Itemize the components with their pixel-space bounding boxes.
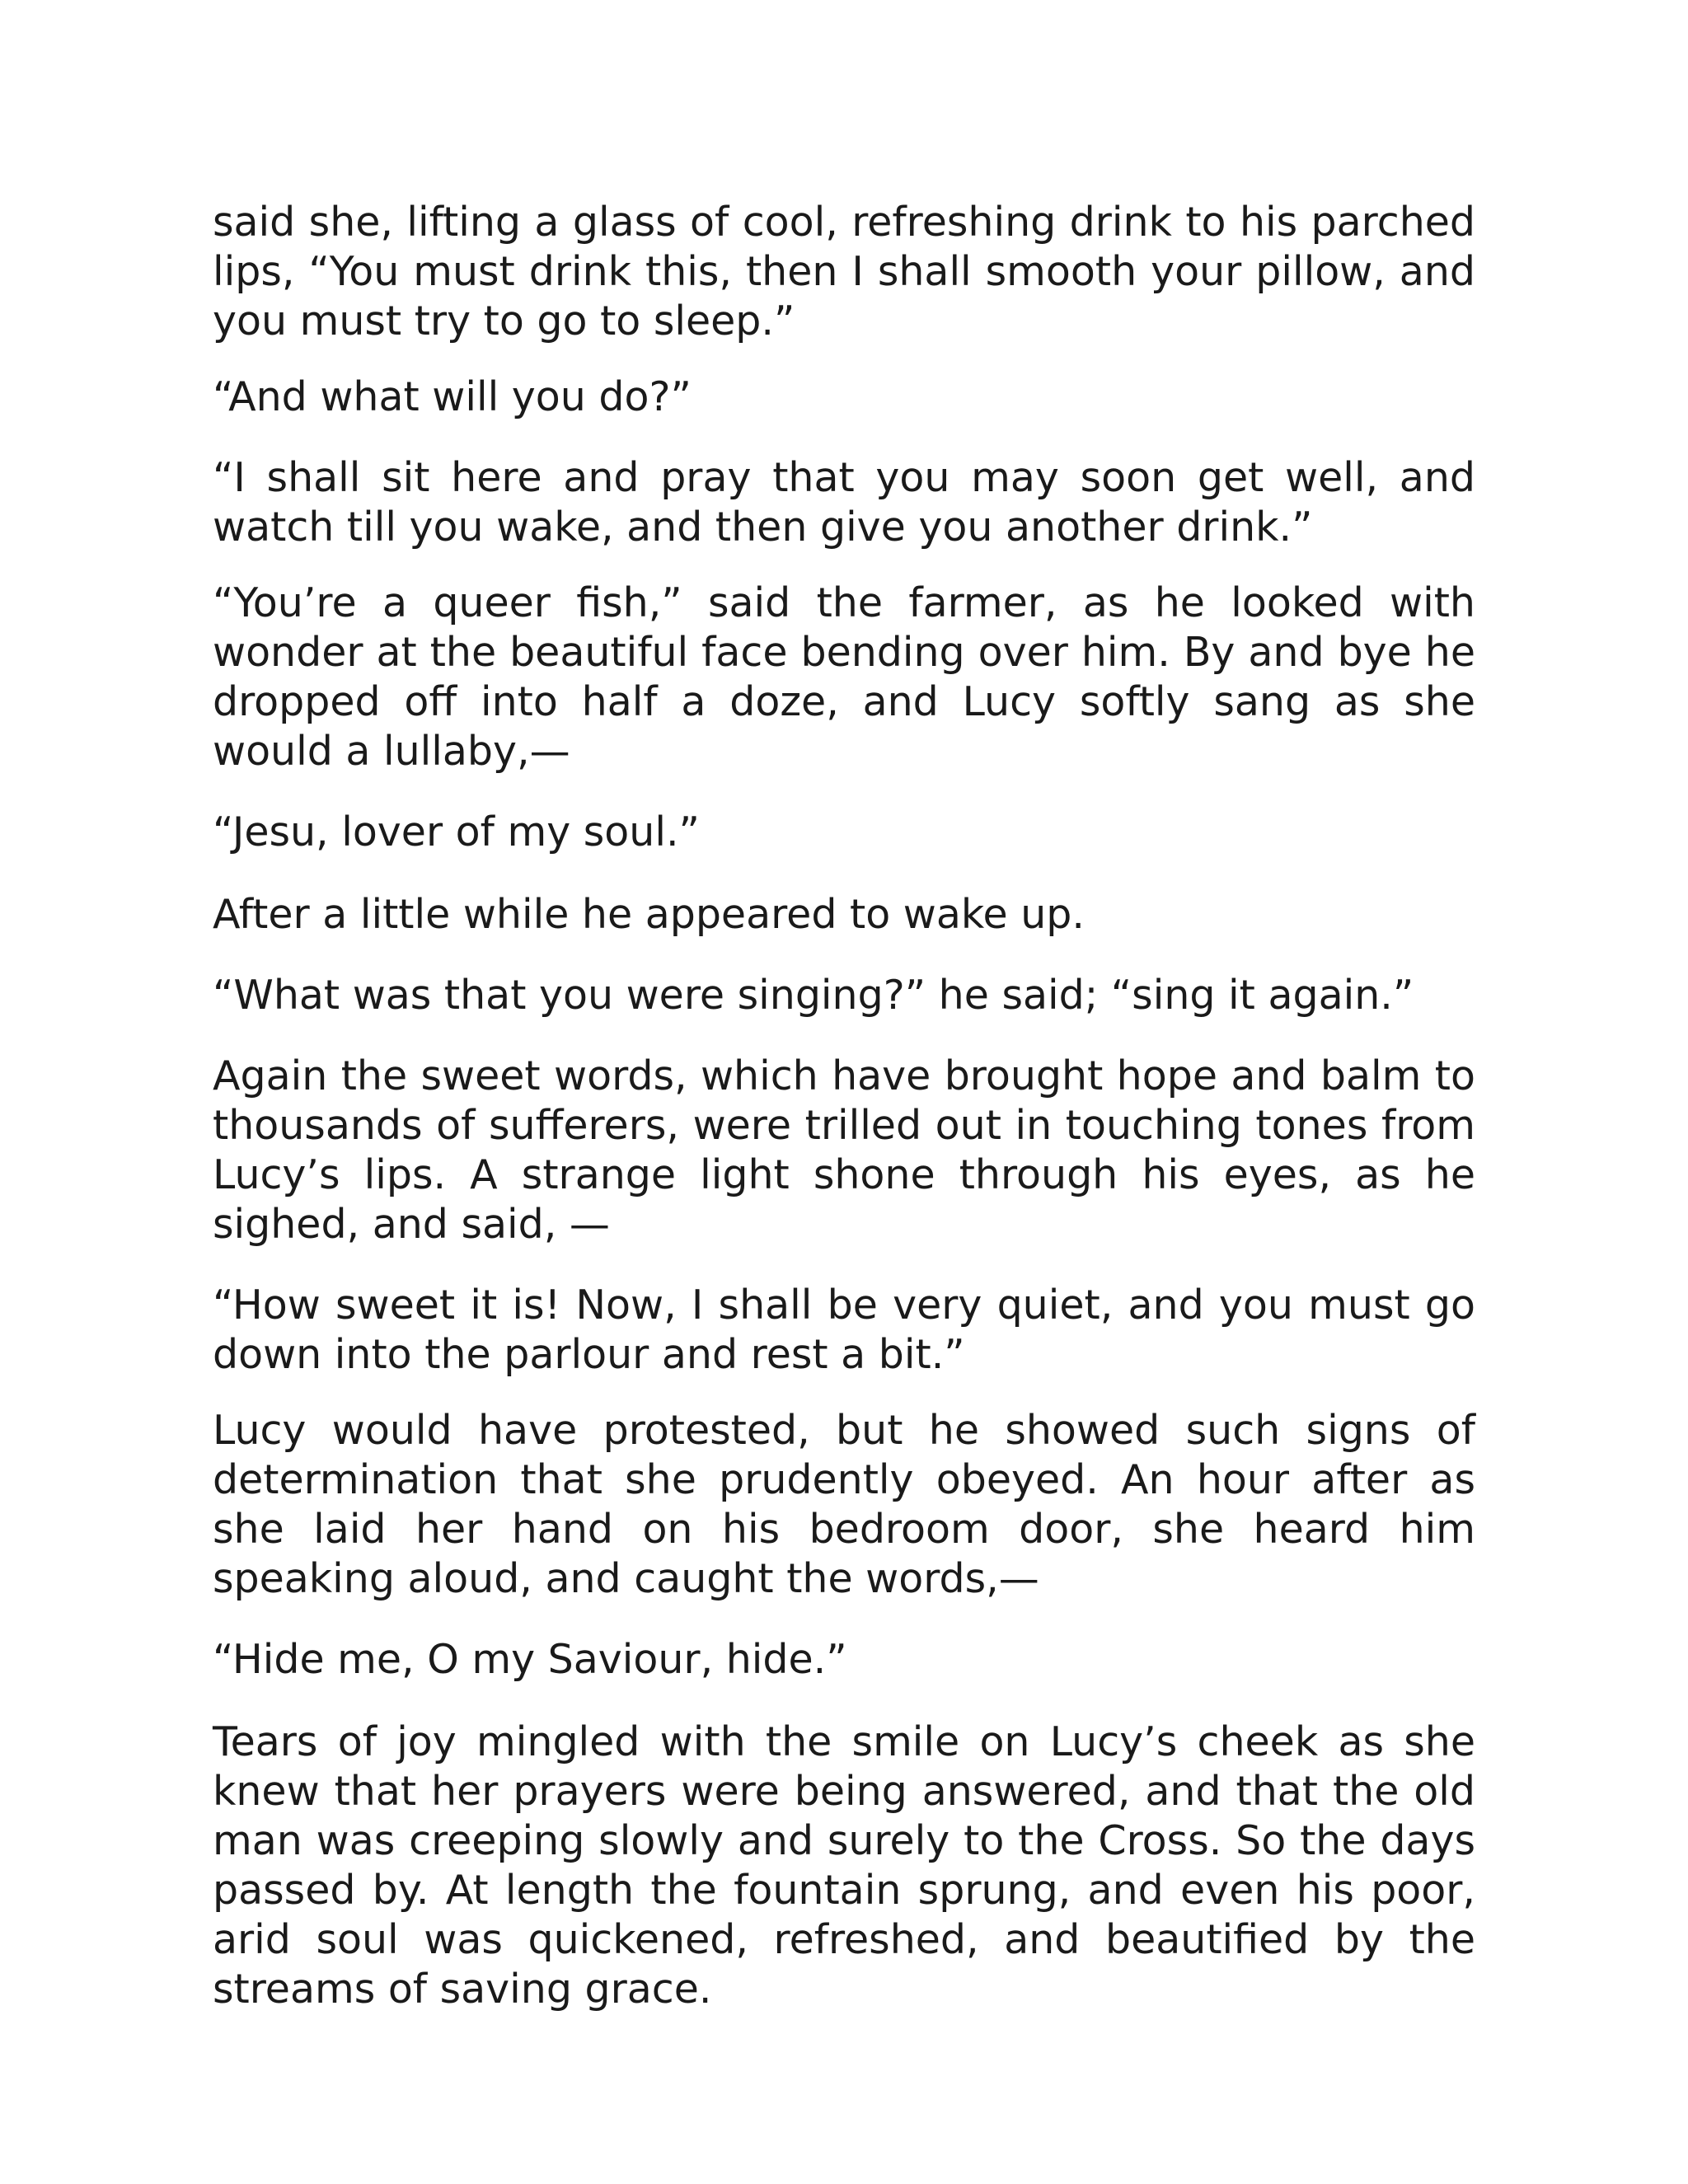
paragraph: “I shall sit here and pray that you may soon get well, and watch till you wake, and then give you another drink.” — [213, 454, 1475, 551]
paragraph: Lucy would have protested, but he showed such signs of determination that she prudently obeyed. An hour after as she laid her hand on his bedroom door, she heard him speaking aloud, and caught the words,— — [213, 1407, 1475, 1602]
hymn-line: “Hide me, O my Saviour, hide.” — [213, 1636, 847, 1683]
paragraph: “And what will you do?” — [213, 373, 692, 420]
paragraph: “How sweet it is! Now, I shall be very quiet, and you must go down into the parlour and rest a bit.” — [213, 1282, 1475, 1378]
hymn-line: “Jesu, lover of my soul.” — [213, 808, 700, 855]
document-page — [213, 198, 1475, 2041]
paragraph: Again the sweet words, which have brought hope and balm to thousands of sufferers, were trilled out in touching tones from Lucy’s lips. A strange light shone through his eyes, as he sighed, and said, — — [213, 1052, 1475, 1248]
paragraph: said she, lifting a glass of cool, refreshing drink to his parched lips, “You must drink this, then I shall smooth your pillow, and you must try to go to sleep.” — [213, 199, 1475, 344]
paragraph: “You’re a queer fish,” said the farmer, as he looked with wonder at the beautiful face bending over him. By and bye he dropped off into half a doze, and Lucy softly sang as she would a lullaby,— — [213, 579, 1475, 775]
paragraph: After a little while he appeared to wake up. — [213, 891, 1085, 938]
paragraph: Tears of joy mingled with the smile on Lucy’s cheek as she knew that her prayers were being answered, and that the old man was creeping slowly and surely to the Cross. So the days passed by. At length the fountain sprung, and even his poor, arid soul was quickened, refreshed, and beautified by the streams of saving grace. — [213, 1718, 1475, 2013]
paragraph: “What was that you were singing?” he said; “sing it again.” — [213, 972, 1414, 1019]
